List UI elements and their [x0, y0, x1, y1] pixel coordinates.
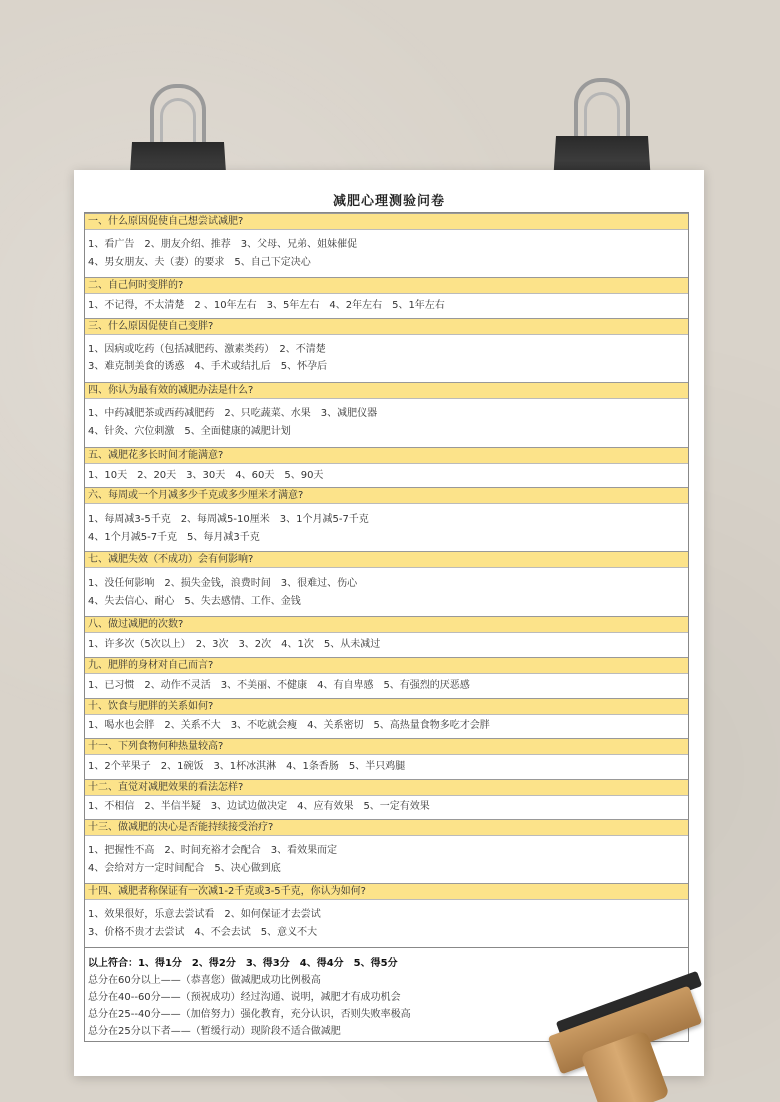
- question-9: 九、肥胖的身材对自己而言?: [85, 657, 688, 674]
- question-13: 十三、做减肥的决心是否能持续接受治疗?: [85, 819, 688, 836]
- question-9-options-line-1: 1、已习惯 2、动作不灵活 3、不美丽、不健康 4、有自卑感 5、有强烈的厌恶感: [88, 680, 470, 691]
- scoring-line-4: 总分在25分以下者——（暂缓行动）现阶段不适合做减肥: [88, 1026, 341, 1037]
- question-2: 二、自己何时变胖的?: [85, 277, 688, 294]
- question-11-options-line-1: 1、2个苹果子 2、1碗饭 3、1杯冰淇淋 4、1条香肠 5、半只鸡腿: [88, 761, 406, 772]
- scoring-header: 以上符合：1、得1分 2、得2分 3、得3分 4、得4分 5、得5分: [88, 958, 398, 969]
- question-12: 十二、直觉对减肥效果的看法怎样?: [85, 779, 688, 796]
- question-14-options-line-1: 1、效果很好，乐意去尝试看 2、如何保证才去尝试: [88, 909, 321, 920]
- questionnaire-table: [84, 212, 689, 1042]
- question-1-options-line-2: 4、男女朋友、夫（妻）的要求 5、自己下定决心: [88, 257, 311, 268]
- question-1: 一、什么原因促使自己想尝试减肥?: [85, 213, 688, 230]
- question-10: 十、饮食与肥胖的关系如何?: [85, 698, 688, 715]
- question-3: 三、什么原因促使自己变胖?: [85, 318, 688, 335]
- question-10-options-line-1: 1、喝水也会胖 2、关系不大 3、不吃就会瘦 4、关系密切 5、高热量食物多吃才会胖: [88, 720, 490, 731]
- question-6-options-line-2: 4、1个月减5-7千克 5、每月减3千克: [88, 532, 260, 543]
- question-7-options-line-2: 4、失去信心、耐心 5、失去感情、工作、金钱: [88, 596, 301, 607]
- question-7: 七、减肥失效（不成功）会有何影响?: [85, 551, 688, 568]
- question-13-options-line-1: 1、把握性不高 2、时间充裕才会配合 3、看效果而定: [88, 845, 338, 856]
- question-12-options-line-1: 1、不相信 2、半信半疑 3、边试边做决定 4、应有效果 5、一定有效果: [88, 801, 430, 812]
- question-14-options-line-2: 3、价格不贵才去尝试 4、不会去试 5、意义不大: [88, 927, 318, 938]
- question-13-options-line-2: 4、会给对方一定时间配合 5、决心做到底: [88, 863, 281, 874]
- scoring-line-2: 总分在40--60分——（预祝成功）经过沟通、说明，减肥才有成功机会: [88, 992, 401, 1003]
- question-4-options-line-1: 1、中药减肥茶或西药减肥药 2、只吃蔬菜、水果 3、减肥仪器: [88, 408, 378, 419]
- question-7-options-line-1: 1、没任何影响 2、损失金钱，浪费时间 3、很难过、伤心: [88, 578, 358, 589]
- question-6: 六、每周或一个月减多少千克或多少厘米才满意?: [85, 487, 688, 504]
- question-3-options-line-2: 3、难克制美食的诱惑 4、手术或结扎后 5、怀孕后: [88, 361, 328, 372]
- scoring-line-1: 总分在60分以上——（恭喜您）做减肥成功比例极高: [88, 975, 321, 986]
- question-5-options-line-1: 1、10天 2、20天 3、30天 4、60天 5、90天: [88, 470, 324, 481]
- questionnaire-sheet: [74, 170, 704, 1076]
- question-8: 八、做过减肥的次数?: [85, 616, 688, 633]
- question-11: 十一、下列食物何种热量较高?: [85, 738, 688, 755]
- rubber-stamp: [540, 980, 720, 1102]
- scoring-line-3: 总分在25--40分——（加倍努力）强化教育，充分认识，否则失败率极高: [88, 1009, 411, 1020]
- question-6-options-line-1: 1、每周减3-5千克 2、每周减5-10厘米 3、1个月减5-7千克: [88, 514, 369, 525]
- question-3-options-line-1: 1、因病或吃药（包括减肥药、激素类药） 2、不清楚: [88, 344, 326, 355]
- question-2-options-line-1: 1、不记得，不太清楚 2 、10年左右 3、5年左右 4、2年左右 5、1年左右: [88, 300, 445, 311]
- question-5: 五、减肥花多长时间才能满意?: [85, 447, 688, 464]
- question-8-options-line-1: 1、许多次（5次以上） 2、3次 3、2次 4、1次 5、从未减过: [88, 639, 381, 650]
- question-14: 十四、减肥者称保证有一次减1-2千克或3-5千克，你认为如何?: [85, 883, 688, 900]
- question-4-options-line-2: 4、针灸、穴位刺激 5、全面健康的减肥计划: [88, 426, 291, 437]
- question-1-options-line-1: 1、看广告 2、朋友介绍、推荐 3、父母、兄弟、姐妹催促: [88, 239, 358, 250]
- page-title: 减肥心理测验问卷: [332, 194, 445, 209]
- question-4: 四、你认为最有效的减肥办法是什么?: [85, 382, 688, 399]
